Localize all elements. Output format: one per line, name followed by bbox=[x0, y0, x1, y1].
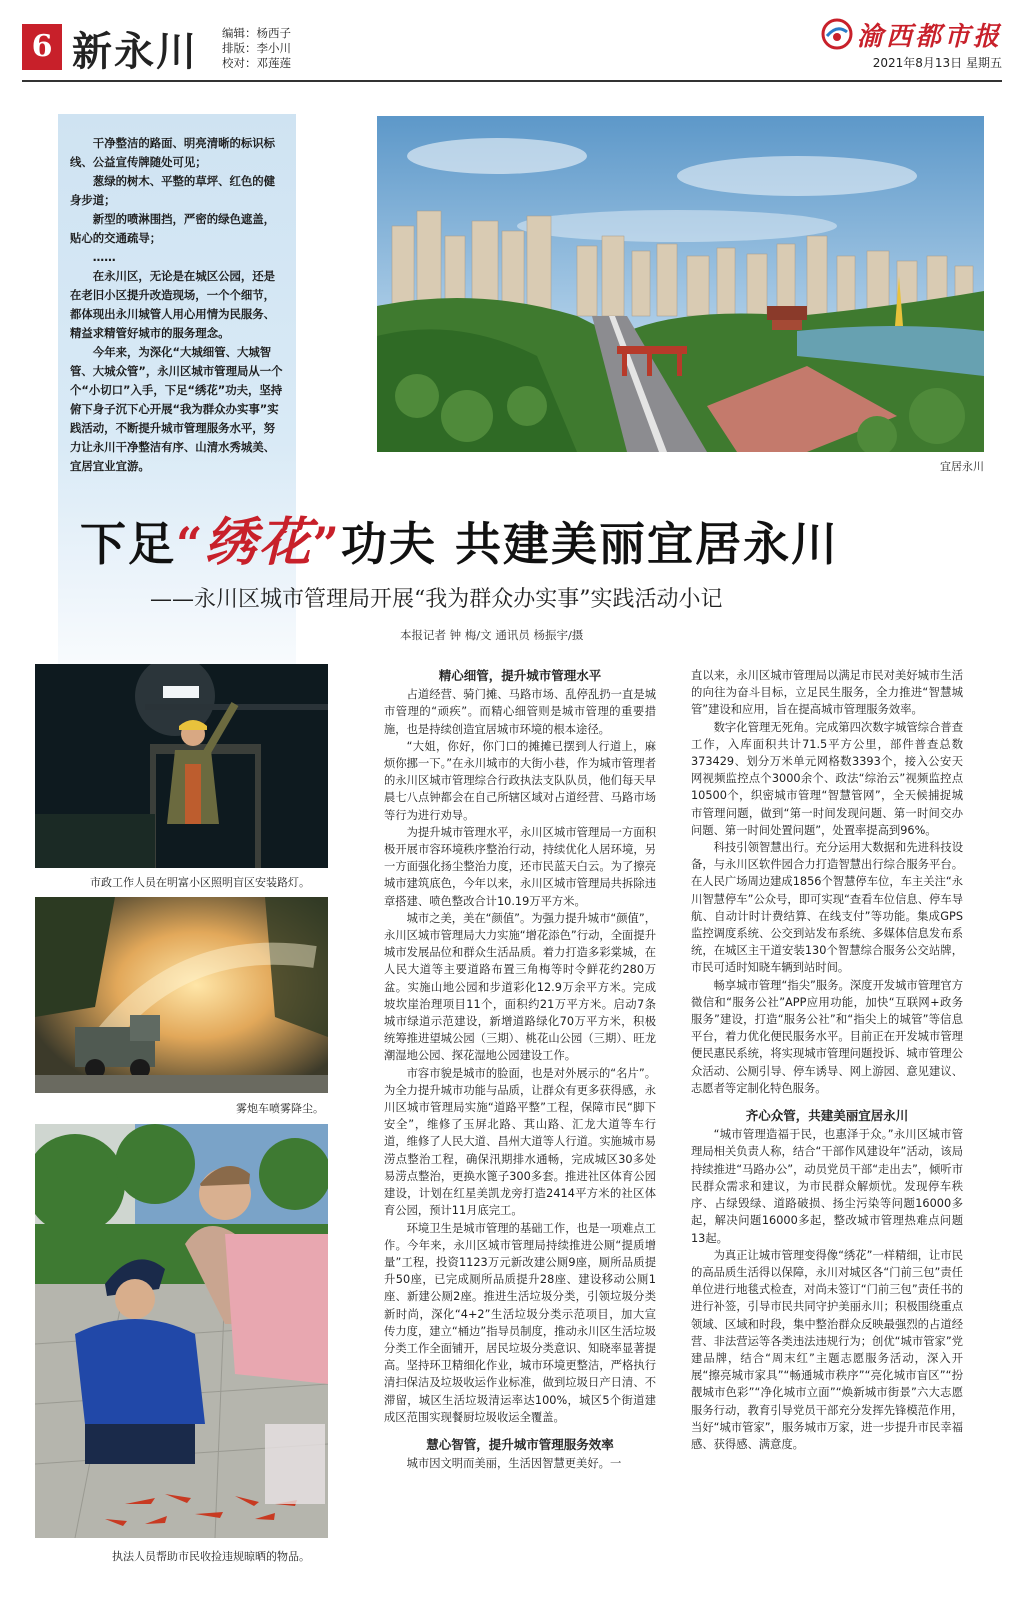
article-paragraph: 城市因文明而美丽，生活因智慧更美好。一 bbox=[406, 1457, 622, 1471]
editorial-credits bbox=[222, 26, 291, 71]
page-number: 6 bbox=[22, 24, 62, 70]
article-paragraph: 直以来，永川区城市管理局以满足市民对美好城市生活的向往为奋斗目标，立足民生服务，全力推进“智慧城管”建设和应用，旨在提高城市管理服务效率。 bbox=[691, 669, 963, 717]
headline-accent: 绣花 bbox=[204, 512, 313, 573]
headline-part: 下足 bbox=[80, 517, 176, 571]
photo-enforcement-officer bbox=[35, 1124, 328, 1538]
lead-paragraph: 新型的喷淋围挡，严密的绿色遮盖，贴心的交通疏导； bbox=[70, 212, 276, 245]
article-paragraph: 为真正让城市管理变得像“绣花”一样精细，让市民的高品质生活得以保障，永川对城区各“门前三包”责任单位进行地毯式检查，对尚未签订“门前三包”责任书的进行补签，引导市民共同守护美丽永川；积极围绕重点领域、区域和时段，集中整治群众反映最强烈的占道经营、非法营运等各类违法违规行为；创优“城市管家”党建品牌，结合“周末红”主题志愿服务活动，深入开展“擦亮城市家具”“畅通城市秩序”“亮化城市盲区”“扮靓城市色彩”“净化城市立面”“焕新城市街景”六大志愿服务行动，教育引导党员干部充分发挥先锋模范作用，当好“城市管家”，服务城市万家，进一步提升市民幸福感、获得感、满意度。 bbox=[691, 1248, 963, 1451]
article-paragraph: 市容市貌是城市的脸面，也是对外展示的“名片”。为全力提升城市功能与品质，让群众有更多获得感，永川区城市管理局实施“道路平整”工程，保障市民“脚下安全”，维修了玉屏北路、萁山路、汇龙大道等车行道，维修了人民大道、昌州大道等人行道。实施城市易涝点整治工程，确保汛期排水通畅，完成城区30多处易涝点整治，更换水篦子300多套。推进社区体育公园建设，计划在红星美凯龙旁打造2414平方米的社区体育公园，预计11月底完工。 bbox=[384, 1066, 656, 1218]
article-paragraph: 科技引领智慧出行。充分运用大数据和先进科技设备，与永川区软件园合力打造智慧出行综合服务平台。在人民广场周边建成1856个智慧停车位，车主关注“永川智慧停车”公众号，即可实现“查看车位信息、停车导航、自动计时计费结算、在线支付”等功能。集成GPS监控调度系统、公交到站发布系统、多媒体信息发布系统，在城区主干道安装130个智慧综合服务公交站牌，市民可适时知晓车辆到站时间。 bbox=[691, 841, 963, 975]
masthead-rule bbox=[22, 80, 1002, 82]
article-paragraph: 环境卫生是城市管理的基础工作，也是一项难点工作。今年来，永川区城市管理局持续推进公厕“提质增量”工程，投资1123万元新改建公厕9座，厕所品质提升50座，已完成厕所品质提升28座、建设移动公厕1座、新建公厕2座。推进生活垃圾分类，引领垃圾分类新时尚，深化“4+2”生活垃圾分类示范项目，加大宣传力度，建立“桶边”指导员制度，推动永川区生活垃圾分类工作全面铺开，居民垃圾分类意识、知晓率显著提高。坚持环卫精细化作业，城市环境更整洁，严格执行清扫保洁及垃圾收运作业标准，做到垃圾日产日清、不滞留，城区生活垃圾清运率达100%，城区5个街道建成区范围实现餐厨垃圾收运全覆盖。 bbox=[384, 1221, 656, 1424]
section-heading: 慧心智管，提升城市管理服务效率 bbox=[426, 1436, 614, 1452]
article-paragraph: 畅享城市管理“指尖”服务。深度开发城市管理官方微信和“服务公社”APP应用功能，加快“互联网+政务服务”建设，打造“服务公社”和“指尖上的城管”等信息平台，着力优化便民服务水平。目前正在开发城市管理便民惠民系统，将实现城市管理问题投诉、城市管理公众活动、公厕引导、停车诱导、网上游园、意见建议、志愿者等定制化特色服务。 bbox=[691, 978, 963, 1095]
article-paragraph: 数字化管理无死角。完成第四次数字城管综合普查工作，入库面积共计71.5平方公里，部件普查总数373429、划分万米单元网格数3393个，接入公安天网视频监控点个3000余个、政法“综治云”视频监控点10500个，织密城市管理“智慧管网”，全天候捕捉城市管理问题，做到“第一时间发现问题、第一时间交办问题、第一时间处置问题”，处置率提高到96%。 bbox=[691, 720, 963, 837]
hero-caption: 宜居永川 bbox=[940, 460, 984, 473]
photo-caption: 执法人员帮助市民收捡违规晾晒的物品。 bbox=[112, 1550, 310, 1563]
article-paragraph: 占道经营、骑门摊、马路市场、乱停乱扔一直是城市管理的“顽疾”。而精心细管则是城市管理的重要措施，也是持续创造宜居城市环境的根本途径。 bbox=[384, 688, 656, 736]
article-paragraph: 为提升城市管理水平，永川区城市管理局一方面积极开展市容环境秩序整治行动，持续优化人居环境，另一方面强化扬尘整治力度，还市民蓝天白云。为了擦亮城市建筑底色，今年以来，永川区城市管理局共拆除违章搭建、喷色整改合计10.19万平方米。 bbox=[384, 825, 656, 908]
section-heading: 精心细管，提升城市管理水平 bbox=[438, 668, 602, 683]
section-heading: 齐心众管，共建美丽宜居永川 bbox=[745, 1108, 909, 1124]
photo-caption: 市政工作人员在明富小区照明盲区安装路灯。 bbox=[90, 876, 310, 889]
section-title: 新永川 bbox=[72, 28, 198, 75]
lead-paragraph: 干净整洁的路面、明亮清晰的标识标线、公益宣传牌随处可见； bbox=[70, 136, 276, 169]
headline bbox=[80, 500, 980, 575]
article-column-1 bbox=[384, 667, 656, 1472]
article-column-2 bbox=[691, 667, 963, 1453]
byline: 本报记者 钟 梅/文 通讯员 杨振宇/摄 bbox=[400, 628, 584, 642]
paper-logo-icon bbox=[821, 18, 853, 50]
photo-mist-cannon bbox=[35, 897, 328, 1093]
section-gap bbox=[691, 1097, 963, 1107]
lead-paragraph: 葱绿的树木、平整的草坪、红色的健身步道； bbox=[70, 174, 276, 207]
lead-paragraph: 在永川区，无论是在城区公园，还是在老旧小区提升改造现场，一个个细节，都体现出永川城管人用心用情为民服务、精益求精管好城市的服务理念。 bbox=[70, 269, 276, 340]
headline-open-quote: “ bbox=[176, 517, 205, 571]
masthead bbox=[22, 18, 1002, 74]
hero-photo-city bbox=[377, 116, 984, 452]
layout-credit: 排版：李小川 bbox=[222, 41, 291, 55]
headline-part: 功夫 共建美丽宜居永川 bbox=[340, 517, 839, 571]
article-paragraph: “大姐，你好，你门口的摊摊已摆到人行道上，麻烦你挪一下。”在永川城市的大街小巷，作为城市管理者的永川区城市管理综合行政执法支队队员，他们每天早晨七八点钟都会在自己所辖区域对占道经营、马路市场等行为进行劝导。 bbox=[384, 739, 656, 822]
article-paragraph: 城市之美，美在“颜值”。为强力提升城市“颜值”，永川区城市管理局大力实施“增花添色”行动，全面提升城市发展品位和群众生活品质。着力打造多彩棠城，在人民大道等主要道路布置三角梅等时令鲜花约280万盆。实施山地公园和步道彩化12.9万余平方米。完成坡坎崖治理项目11个，面积约21万平方米。启动7条城市绿道示范建设，新增道路绿化70万平方米，积极统筹推进望城公园（三期）、桃花山公园（三期）、旺龙潮湿地公园、探花湿地公园建设工作。 bbox=[384, 911, 656, 1063]
newspaper-logo bbox=[821, 18, 1002, 50]
lead-paragraph: …… bbox=[92, 250, 116, 264]
paper-name: 渝西都市报 bbox=[856, 21, 1002, 52]
editor-credit: 编辑：杨西子 bbox=[222, 26, 291, 40]
photo-streetlight-worker bbox=[35, 664, 328, 868]
proofreader-credit: 校对：邓莲莲 bbox=[222, 56, 291, 70]
publication-date: 2021年8月13日 星期五 bbox=[872, 56, 1002, 70]
lead-paragraph: 今年来，为深化“大城细管、大城智管、大城众管”，永川区城市管理局从一个个“小切口”入手，下足“绣花”功夫，坚持俯下身子沉下心开展“我为群众办实事”实践活动，不断提升城市管理服务水平，努力让永川干净整洁有序、山清水秀城美、宜居宜业宜游。 bbox=[70, 345, 283, 473]
photo-caption: 雾炮车喷雾降尘。 bbox=[236, 1102, 324, 1115]
subheadline: ——永川区城市管理局开展“我为群众办实事”实践活动小记 bbox=[150, 587, 723, 612]
lead-paragraphs bbox=[70, 134, 286, 476]
headline-close-quote: ” bbox=[312, 517, 341, 571]
article-paragraph: “城市管理造福于民，也惠泽于众。”永川区城市管理局相关负责人称，结合“干部作风建设年”活动，该局持续推进“马路办公”，动员党员干部“走出去”，倾听市民群众需求和建议，为市民群众解烦忧。发现停车秩序、占绿毁绿、道路破损、扬尘污染等问题16000多起，解决问题16000多起，整改城市管理热难点问题13起。 bbox=[691, 1128, 963, 1245]
section-gap bbox=[384, 1426, 656, 1436]
